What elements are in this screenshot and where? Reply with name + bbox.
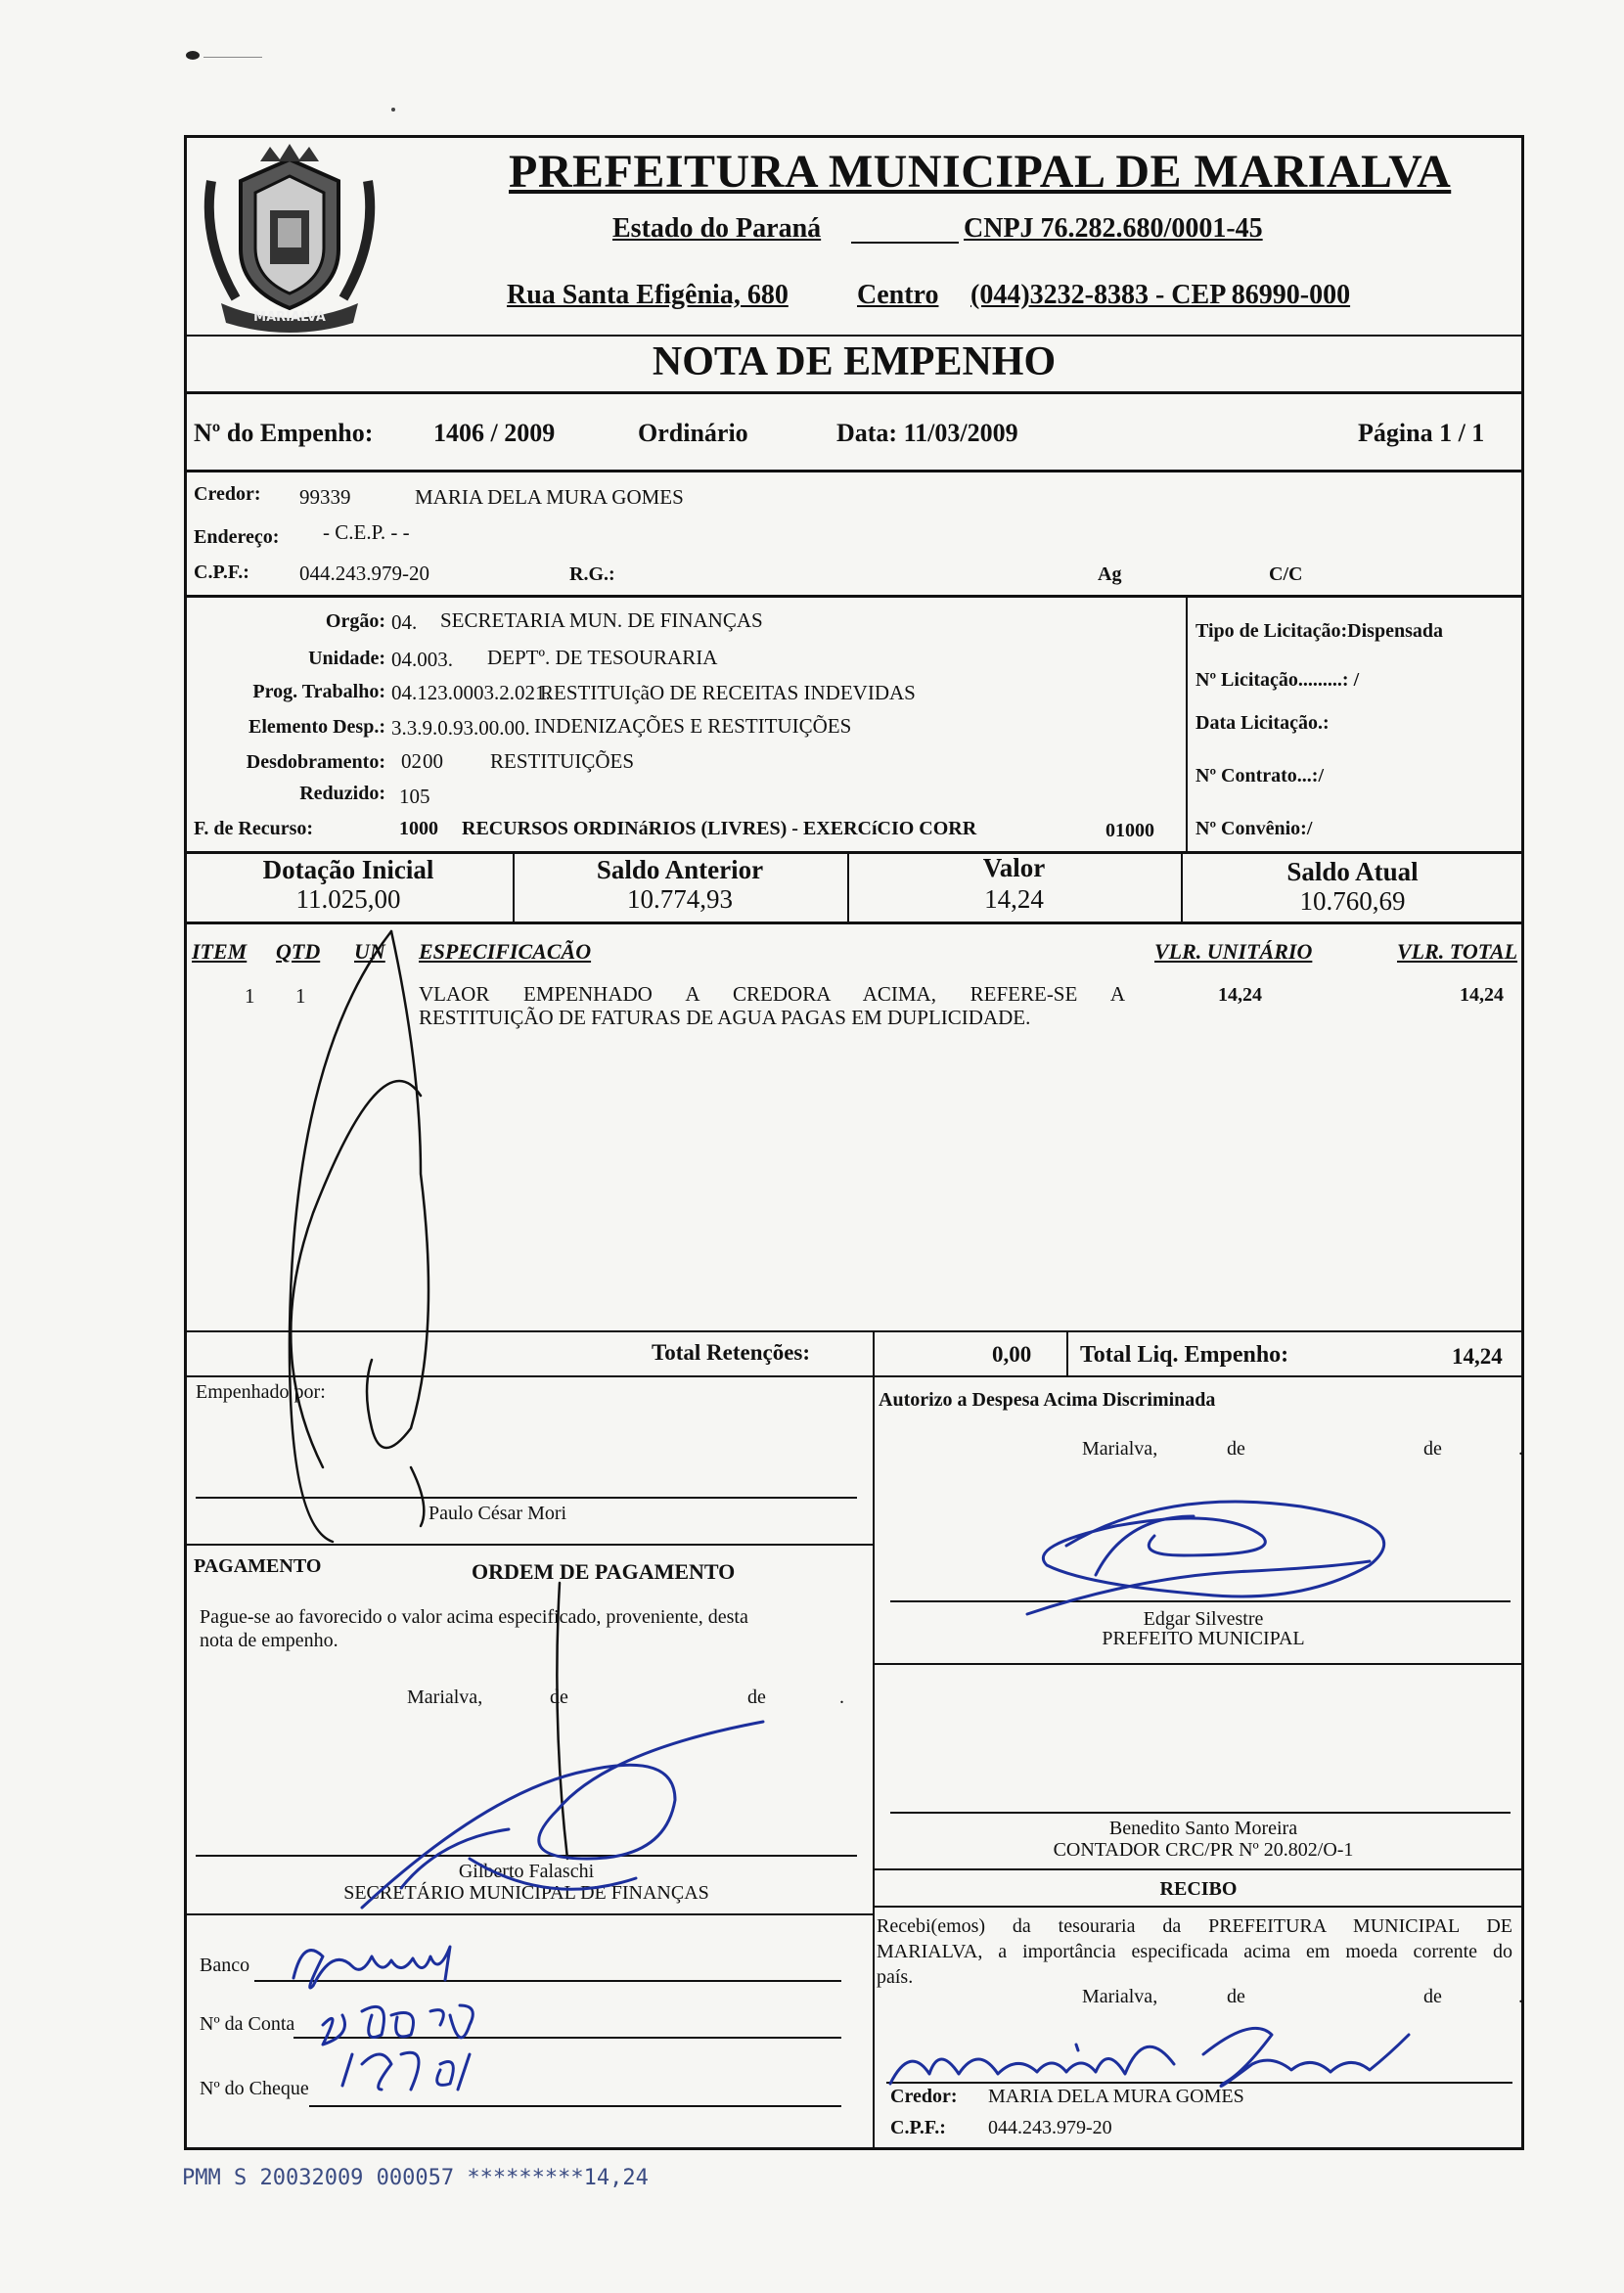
orgao-name: SECRETARIA MUN. DE FINANÇAS xyxy=(440,608,763,632)
pagamento-text-line1: Pague-se ao favorecido o valor acima especificado, proveniente, desta xyxy=(200,1606,748,1628)
saldo-atual-label: Saldo Atual xyxy=(1286,857,1419,886)
reduzido-label: Reduzido: xyxy=(299,783,385,804)
cheque-label: Nº do Cheque xyxy=(200,2078,309,2099)
district-label: Centro xyxy=(857,280,939,310)
elemento-label: Elemento Desp.: xyxy=(248,716,385,738)
pagamento-label: PAGAMENTO xyxy=(194,1555,322,1577)
item-unit-value: 14,24 xyxy=(1218,984,1262,1006)
divider xyxy=(873,1868,1524,1870)
state-label: Estado do Paraná xyxy=(612,213,822,244)
cnpj-label: CNPJ 76.282.680/0001-45 xyxy=(964,213,1263,244)
pagamento-role: SECRETÁRIO MUNICIPAL DE FINANÇAS xyxy=(343,1882,709,1904)
pagamento-text-line2: nota de empenho. xyxy=(200,1630,338,1651)
recibo-text-line2: MARIALVA, a importância especificada acima em moeda corrente do xyxy=(877,1941,1512,1962)
recurso-sub: 01000 xyxy=(1105,820,1154,841)
recibo-cpf-label: C.P.F.: xyxy=(890,2117,946,2138)
rg-label: R.G.: xyxy=(569,563,615,585)
contador-role: CONTADOR CRC/PR Nº 20.802/O-1 xyxy=(1053,1839,1354,1861)
pagamento-de2: de xyxy=(747,1686,766,1708)
numero-licitacao: Nº Licitação.........: / xyxy=(1195,669,1360,691)
recibo-label: RECIBO xyxy=(1159,1878,1238,1900)
retencoes-label: Total Retenções: xyxy=(652,1340,811,1365)
prog-trabalho-code: 04.123.0003.2.021. xyxy=(391,681,551,704)
item-description-line1: VLAOR EMPENHADO A CREDORA ACIMA, REFERE-SE A xyxy=(419,982,1125,1006)
data-licitacao: Data Licitação.: xyxy=(1195,712,1330,734)
recibo-text-line3: país. xyxy=(877,1966,914,1988)
empenho-type: Ordinário xyxy=(638,419,748,447)
col-total-value: VLR. TOTAL xyxy=(1397,939,1518,964)
liquido-value: 14,24 xyxy=(1452,1344,1503,1369)
recibo-credor-label: Credor: xyxy=(890,2086,958,2107)
cc-label: C/C xyxy=(1269,563,1303,585)
col-qtd: QTD xyxy=(276,939,321,964)
recibo-de2: de xyxy=(1423,1986,1442,2007)
address-label: Endereço: xyxy=(194,526,280,548)
credor-name: MARIA DELA MURA GOMES xyxy=(415,485,684,509)
autorizo-signer: Edgar Silvestre xyxy=(1143,1608,1264,1630)
divider xyxy=(1066,1330,1068,1377)
conta-label: Nº da Conta xyxy=(200,2013,295,2035)
prog-trabalho-label: Prog. Trabalho: xyxy=(252,681,385,702)
recibo-de1: de xyxy=(1227,1986,1245,2007)
ordem-pagamento-label: ORDEM DE PAGAMENTO xyxy=(472,1559,736,1584)
col-spec: ESPECIFICACÃO xyxy=(419,939,592,964)
unidade-code: 04.003. xyxy=(391,648,453,671)
credor-code: 99339 xyxy=(299,485,351,509)
dotacao-value: 11.025,00 xyxy=(295,884,401,914)
item-number: 1 xyxy=(245,984,255,1008)
divider xyxy=(1186,595,1188,851)
autorizo-label: Autorizo a Despesa Acima Discriminada xyxy=(879,1389,1216,1411)
scan-mark xyxy=(186,51,200,60)
desdobramento-label: Desdobramento: xyxy=(246,751,385,773)
autorizo-de1: de xyxy=(1227,1438,1245,1460)
phone-cep: (044)3232-8383 - CEP 86990-000 xyxy=(970,280,1351,310)
recibo-credor-name: MARIA DELA MURA GOMES xyxy=(988,2086,1244,2107)
saldo-anterior-label: Saldo Anterior xyxy=(596,855,764,884)
desdobramento-code: 02 xyxy=(401,749,422,773)
banco-label: Banco xyxy=(200,1955,250,1976)
ag-label: Ag xyxy=(1098,563,1122,585)
scan-mark xyxy=(391,108,395,112)
contador-name: Benedito Santo Moreira xyxy=(1108,1818,1298,1839)
municipality-title: PREFEITURA MUNICIPAL DE MARIALVA xyxy=(509,146,1452,198)
numero-contrato: Nº Contrato...:/ xyxy=(1195,765,1325,787)
numero-convenio: Nº Convênio:/ xyxy=(1195,818,1313,839)
pagamento-dot: . xyxy=(839,1686,844,1708)
secretary-signature xyxy=(352,1712,802,1927)
state-underline-gap xyxy=(851,242,959,244)
divider xyxy=(873,1330,875,1377)
pagamento-place: Marialva, xyxy=(407,1686,483,1708)
footer-stamp: PMM S 20032009 000057 *********14,24 xyxy=(182,2166,649,2190)
reduzido-value: 105 xyxy=(399,785,430,808)
item-qty: 1 xyxy=(295,984,306,1008)
tipo-licitacao: Tipo de Licitação:Dispensada xyxy=(1195,620,1443,642)
empenhado-signer: Paulo César Mori xyxy=(429,1503,567,1524)
empenho-date: Data: 11/03/2009 xyxy=(836,419,1018,447)
bank-handwriting xyxy=(284,1917,577,2113)
valor-value: 14,24 xyxy=(984,884,1044,914)
divider xyxy=(873,1663,1524,1665)
autorizo-de2: de xyxy=(1423,1438,1442,1460)
document-title: NOTA DE EMPENHO xyxy=(652,339,1057,384)
large-pen-marking xyxy=(254,920,509,1546)
cpf-value: 044.243.979-20 xyxy=(299,562,429,585)
autorizo-role: PREFEITO MUNICIPAL xyxy=(1102,1628,1305,1649)
col-unit-value: VLR. UNITÁRIO xyxy=(1154,939,1313,964)
prog-trabalho-name: RESTITUIçãO DE RECEITAS INDEVIDAS xyxy=(540,681,916,704)
saldo-atual-value: 10.760,69 xyxy=(1299,886,1406,916)
pagamento-de1: de xyxy=(550,1686,568,1708)
divider xyxy=(184,595,1524,598)
cpf-label: C.P.F.: xyxy=(194,562,249,583)
desdobramento-name: RESTITUIÇÕES xyxy=(490,749,634,773)
autorizo-dot: . xyxy=(1518,1438,1523,1460)
empenhado-label: Empenhado por: xyxy=(196,1381,326,1403)
divider xyxy=(184,391,1524,394)
divider xyxy=(873,1375,875,2150)
page-number: Página 1 / 1 xyxy=(1358,419,1485,447)
autorizo-place: Marialva, xyxy=(1082,1438,1158,1460)
elemento-name: INDENIZAÇÕES E RESTITUIÇÕES xyxy=(534,714,852,738)
item-total-value: 14,24 xyxy=(1460,984,1504,1006)
retencoes-value: 0,00 xyxy=(992,1342,1032,1367)
divider xyxy=(184,470,1524,472)
svg-text:MARIALVA: MARIALVA xyxy=(253,310,326,325)
elemento-code: 3.3.9.0.93.00.00. xyxy=(391,716,530,740)
saldo-anterior-value: 10.774,93 xyxy=(627,884,733,914)
valor-label: Valor xyxy=(982,853,1046,882)
desdobramento-sub: 00 xyxy=(423,749,443,773)
credor-label: Credor: xyxy=(194,483,261,505)
street-address: Rua Santa Efigênia, 680 xyxy=(507,280,789,310)
recurso-name: RECURSOS ORDINáRIOS (LIVRES) - EXERCíCIO CORR xyxy=(462,818,977,839)
signature-line xyxy=(890,1812,1511,1814)
recibo-text-line1: Recebi(emos) da tesouraria da PREFEITURA MUNICIPAL DE xyxy=(877,1915,1512,1937)
pagamento-signer: Gilberto Falaschi xyxy=(458,1861,595,1882)
recibo-dot: . xyxy=(1518,1986,1523,2007)
divider xyxy=(184,335,1524,337)
recibo-place: Marialva, xyxy=(1082,1986,1158,2007)
unidade-name: DEPTº. DE TESOURARIA xyxy=(487,646,718,669)
recipient-signature xyxy=(880,2005,1428,2093)
recurso-code: 1000 xyxy=(399,818,438,839)
orgao-code: 04. xyxy=(391,610,418,634)
unidade-label: Unidade: xyxy=(308,648,385,669)
liquido-label: Total Liq. Empenho: xyxy=(1080,1342,1289,1368)
scan-mark xyxy=(203,57,262,58)
item-description-line2: RESTITUIÇÃO DE FATURAS DE AGUA PAGAS EM DUPLICIDADE. xyxy=(419,1006,1031,1029)
dotacao-label: Dotação Inicial xyxy=(262,855,434,884)
col-item: ITEM xyxy=(192,939,248,964)
recurso-label: F. de Recurso: xyxy=(194,818,314,839)
col-un: UN xyxy=(354,939,385,964)
recibo-cpf: 044.243.979-20 xyxy=(988,2117,1112,2138)
divider xyxy=(873,1906,1524,1908)
address-value: - C.E.P. - - xyxy=(323,520,410,544)
mayor-signature xyxy=(1008,1477,1419,1634)
empenho-number-label: Nº do Empenho: xyxy=(194,419,374,447)
orgao-label: Orgão: xyxy=(325,610,385,632)
coat-of-arms-logo xyxy=(192,142,387,337)
empenho-number: 1406 / 2009 xyxy=(433,419,556,447)
